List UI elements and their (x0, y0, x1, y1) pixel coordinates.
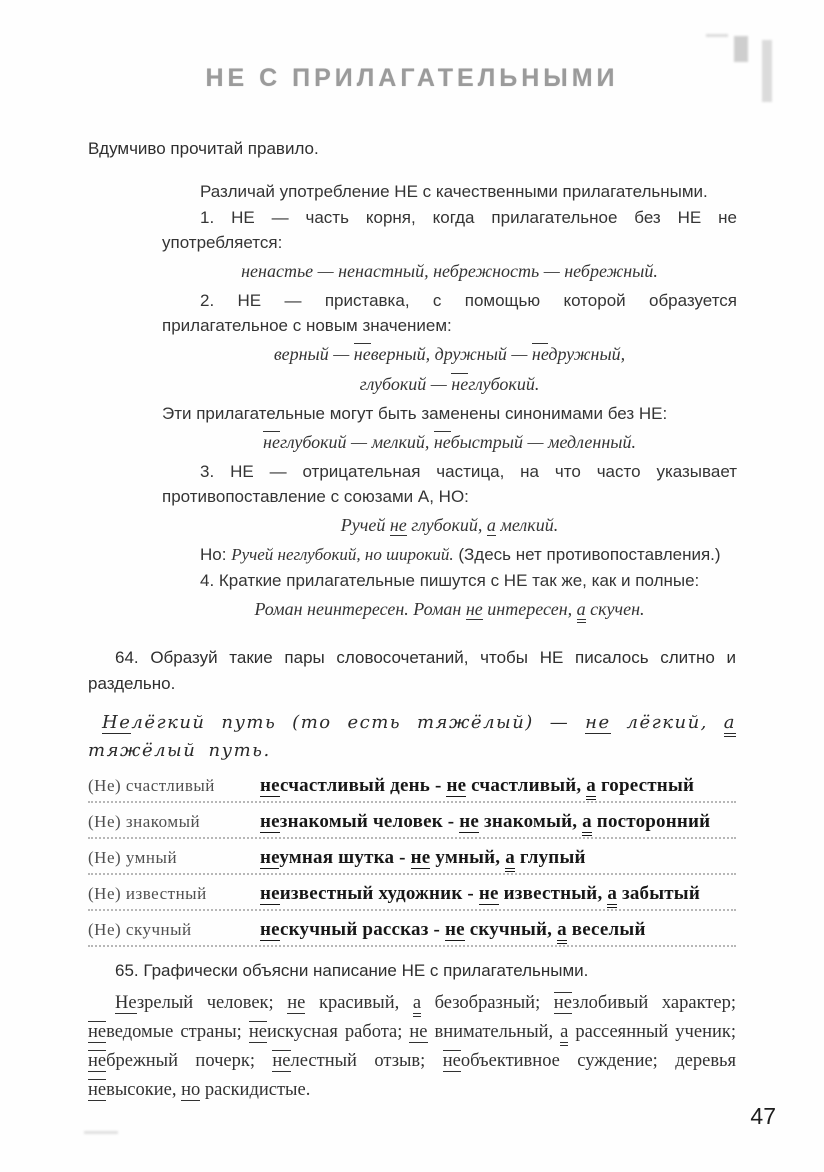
text-segment: веселый (566, 919, 646, 940)
text-segment: знакомый человек - (279, 811, 460, 832)
text-segment: глубокий, (406, 515, 487, 535)
item-label: (Не) счастливый (88, 776, 215, 795)
rule-paragraph (162, 542, 737, 567)
text-segment: рассеянный ученик; (568, 1022, 741, 1042)
text-segment: дружный, (548, 344, 626, 364)
text-segment: не (465, 599, 483, 619)
text-segment: не (88, 1080, 107, 1100)
exercise-item-row (88, 919, 736, 947)
text-segment: ненастье — ненастный, небрежность — небрежный. (241, 261, 658, 281)
item-answer (260, 847, 736, 869)
text-segment: а (505, 847, 515, 872)
text-segment: Ручей неглубокий, но широкий. (231, 545, 454, 564)
rule-example-line (162, 512, 737, 539)
text-segment: счастливый день - (280, 775, 447, 796)
text-segment: не (409, 1022, 428, 1042)
page-number: 47 (750, 1103, 776, 1129)
text-segment: не (446, 775, 467, 796)
text-segment: а (560, 1022, 568, 1046)
rule-example-line (162, 596, 737, 623)
item-label: (Не) умный (88, 848, 178, 867)
text-segment: а (582, 811, 592, 836)
exercise-item-row (88, 775, 736, 803)
text-segment: счастливый, (466, 775, 587, 796)
text-segment: глупый (514, 847, 586, 868)
text-segment: (Здесь нет противопоставления.) (453, 545, 721, 564)
text-segment: не (410, 847, 431, 868)
text-segment: интересен, (482, 599, 577, 619)
text-segment: забытый (617, 883, 700, 904)
text-segment: лёгкий, (610, 712, 724, 733)
text-segment: глубокий — мелкий, (279, 432, 434, 452)
text-segment: горестный (596, 775, 695, 796)
rule-example-line (162, 429, 737, 456)
text-segment: не (260, 847, 280, 868)
text-segment: а (607, 883, 617, 908)
text-segment: известный художник - (279, 883, 479, 904)
text-segment: а (577, 599, 586, 623)
text-segment: высокие, (106, 1080, 182, 1100)
text-segment: а (724, 712, 736, 737)
text-segment: Не (115, 993, 137, 1013)
exercise-item-row (88, 883, 736, 911)
exercise-64-task: 64. Образуй такие пары словосочетаний, чтобы НЕ писалось слитно и раздельно. (88, 648, 736, 693)
rule-paragraph (162, 568, 737, 593)
text-segment: не (442, 1051, 461, 1071)
text-segment: не (459, 811, 480, 832)
page-content (0, 64, 824, 1105)
text-segment: 3. НЕ — отрицательная частица, на что часто указывает противопоставление с союзами А, НО: (162, 462, 742, 506)
scan-artifact (734, 36, 748, 62)
text-segment: безобразный; (421, 993, 554, 1013)
text-segment: умный, (430, 847, 506, 868)
exercise-item-row (88, 847, 736, 875)
intro-text: Вдумчиво прочитай правило. (88, 139, 319, 158)
text-segment: скучный рассказ - (280, 919, 445, 940)
text-segment: верный, дружный — (370, 344, 532, 364)
text-segment: мелкий. (495, 515, 559, 535)
rule-paragraph (162, 459, 742, 509)
text-segment: а (557, 919, 567, 944)
rule-example-line (162, 341, 737, 368)
ex64-sample (88, 709, 749, 765)
item-answer (260, 883, 736, 905)
text-segment: тяжёлый путь. (88, 712, 749, 761)
item-answer (260, 919, 736, 941)
text-segment: красивый, (305, 993, 413, 1013)
text-segment: не (353, 344, 371, 364)
text-segment: не (585, 712, 611, 733)
text-segment: быстрый — медленный. (450, 432, 636, 452)
ex65-answer-text (88, 989, 741, 1105)
exercise-65-task: 65. Графически объясни написание НЕ с прилагательными. (115, 961, 589, 980)
text-segment: верный — (273, 344, 354, 364)
text-segment: глубокий — (359, 374, 452, 394)
text-segment: но (181, 1080, 201, 1100)
text-segment: не (553, 993, 573, 1013)
text-segment: внимательный, (427, 1022, 561, 1042)
text-segment: Эти прилагательные могут быть заменены синонимами без НЕ: (162, 404, 668, 423)
rule-paragraph (162, 288, 742, 338)
text-segment: Не (102, 712, 132, 733)
text-segment: ведомые страны; (106, 1022, 249, 1042)
text-segment: не (287, 993, 306, 1013)
scan-artifact (706, 34, 728, 37)
exercise-item-row (88, 811, 736, 839)
item-label: (Не) известный (88, 884, 207, 903)
text-segment: не (433, 432, 451, 452)
text-segment: лёгкий путь (то есть тяжёлый) — (131, 712, 586, 733)
text-segment: 4. Краткие прилагательные пишутся с НЕ так же, как и полные: (200, 571, 700, 590)
rule-paragraph (162, 401, 737, 426)
scan-artifact (84, 1131, 118, 1134)
text-segment: не (260, 811, 280, 832)
text-segment: не (248, 1022, 267, 1042)
text-segment: не (260, 919, 281, 940)
ex64-items (88, 775, 736, 947)
text-segment: не (88, 1022, 107, 1042)
text-segment: объективное суждение; деревья (460, 1051, 741, 1071)
text-segment: Роман неинтересен. Роман (254, 599, 466, 619)
text-segment: Различай употребление НЕ с качественными прилагательными. (200, 182, 708, 201)
scan-artifact (762, 40, 772, 102)
text-segment: не (260, 775, 281, 796)
text-segment: не (478, 883, 499, 904)
text-segment: не (444, 919, 465, 940)
text-segment: скучен. (585, 599, 645, 619)
rule-example-line (162, 258, 737, 285)
text-segment: известный, (498, 883, 608, 904)
rule-example-line (162, 371, 737, 398)
item-answer (260, 775, 736, 797)
page-title: НЕ С ПРИЛАГАТЕЛЬНЫМИ (205, 64, 619, 92)
text-segment: знакомый, (479, 811, 583, 832)
text-segment: не (260, 883, 280, 904)
text-segment: не (88, 1051, 107, 1071)
text-segment: злобивый характер; (572, 993, 741, 1013)
text-segment: а (586, 775, 596, 800)
text-segment: не (263, 432, 280, 452)
text-segment: умная шутка - (279, 847, 411, 868)
text-segment: 2. НЕ — приставка, с помощью которой образуется прилагательное с новым значением: (162, 291, 742, 335)
text-segment: не (272, 1051, 291, 1071)
text-segment: глубокий. (468, 374, 540, 394)
text-segment: раскидистые. (200, 1080, 311, 1100)
text-segment: не (389, 515, 407, 535)
rule-paragraph (162, 179, 737, 204)
text-segment: Но: (200, 545, 232, 564)
item-answer (260, 811, 736, 833)
text-segment: не (451, 374, 469, 394)
text-segment: Ручей (340, 515, 390, 535)
text-segment: посторонний (591, 811, 711, 832)
text-segment: лестный отзыв; (290, 1051, 443, 1071)
text-segment: а (413, 993, 421, 1017)
rule-block (162, 179, 742, 623)
text-segment: скучный, (464, 919, 558, 940)
item-label: (Не) знакомый (88, 812, 201, 831)
text-segment: а (486, 515, 496, 535)
text-segment: зрелый человек; (136, 993, 288, 1013)
text-segment: не (531, 344, 549, 364)
item-label: (Не) скучный (88, 920, 192, 939)
text-segment: искусная работа; (266, 1022, 410, 1042)
text-segment: 1. НЕ — часть корня, когда прилагательное без НЕ не употребляется: (162, 208, 742, 252)
text-segment: брежный почерк; (106, 1051, 273, 1071)
rule-paragraph (162, 205, 742, 255)
